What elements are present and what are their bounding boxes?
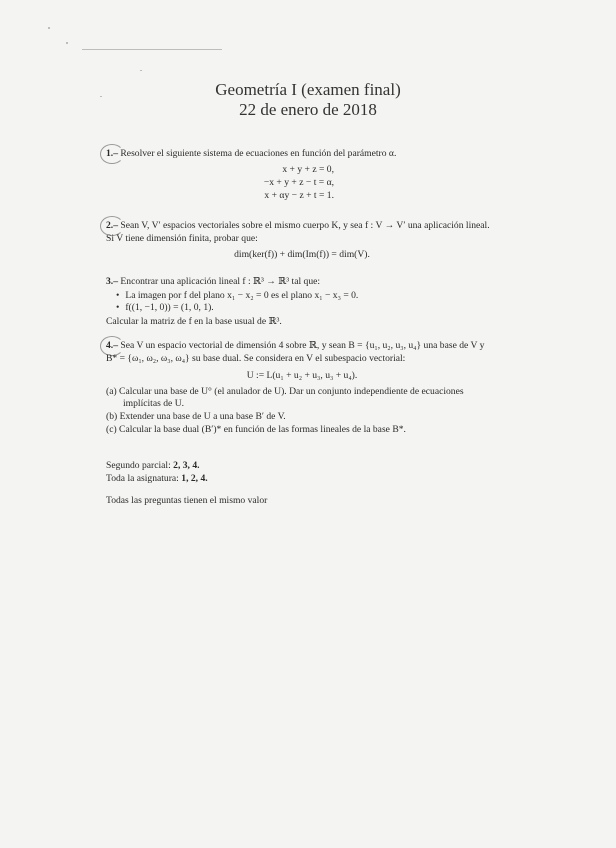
scan-line <box>82 49 222 50</box>
question-3 <box>106 276 498 328</box>
exam-footer <box>106 460 498 508</box>
question-2-text: Sean V, V′ espacios vectoriales sobre el mismo cuerpo K, y sea f : V → V′ una aplicación lineal. Si V tiene dimensión finita, probar que: <box>106 220 490 244</box>
scan-dot <box>48 27 50 29</box>
scan-dot <box>140 70 142 71</box>
partial-value: 2, 3, 4. <box>173 460 200 471</box>
question-3-bullet: • f((1, −1, 0)) = (1, 0, 1). <box>116 302 498 315</box>
question-4-item-a: (a) Calcular una base de U° (el anulador de U). Dar un conjunto independiente de ecuaciones implícitas de U. <box>106 385 464 410</box>
question-1-text: Resolver el siguiente sistema de ecuaciones en función del parámetro α. <box>120 148 397 159</box>
exam-title: Geometría I (examen final) <box>215 80 401 99</box>
question-2-formula: dim(ker(f)) + dim(Im(f)) = dim(V). <box>234 249 370 261</box>
equation-1: x + y + z = 0, <box>282 163 334 175</box>
question-4-number: 4.– <box>106 340 118 351</box>
partial-line <box>106 460 498 473</box>
question-3-closing: Calcular la matriz de f en la base usual de ℝ³. <box>106 315 282 327</box>
equation-3: x + αy − z + t = 1. <box>264 189 334 201</box>
scan-dot <box>66 42 68 44</box>
question-3-text: Encontrar una aplicación lineal f : ℝ³ → ℝ³ tal que: <box>120 276 321 287</box>
exam-date: 22 de enero de 2018 <box>239 100 377 119</box>
question-2-number: 2.– <box>106 220 118 231</box>
question-3-number: 3.– <box>106 276 118 287</box>
question-4-formula: U := L(u₁ + u₂ + u₃, u₃ + u₄). <box>246 370 358 382</box>
question-1-number: 1.– <box>106 148 118 159</box>
question-1 <box>106 148 498 204</box>
question-4-item-b: (b) Extender una base de U a una base B′ de V. <box>106 410 286 422</box>
question-4-item-c: (c) Calcular la base dual (B′)* en función de las formas lineales de la base B*. <box>106 423 406 435</box>
total-line <box>106 473 498 486</box>
question-2 <box>106 220 498 262</box>
footer-note: Todas las preguntas tienen el mismo valor <box>106 495 268 507</box>
question-4-text: Sea V un espacio vectorial de dimensión 4 sobre ℝ, y sean B = {u₁, u₂, u₃, u₄} una base de V y B* = {ω₁, ω₂, ω₃, ω₄} su base dual. Se considera en V el subespacio vectorial: <box>106 340 485 364</box>
total-label: Toda la asignatura: <box>106 472 179 484</box>
partial-label: Segundo parcial: <box>106 460 171 471</box>
total-value: 1, 2, 4. <box>181 472 208 484</box>
question-3-bullet: • La imagen por f del plano x₁ − x₂ = 0 es el plano x₁ − x₃ = 0. <box>116 290 498 303</box>
question-4 <box>106 340 498 437</box>
equation-2: −x + y + z − t = α, <box>263 176 334 188</box>
